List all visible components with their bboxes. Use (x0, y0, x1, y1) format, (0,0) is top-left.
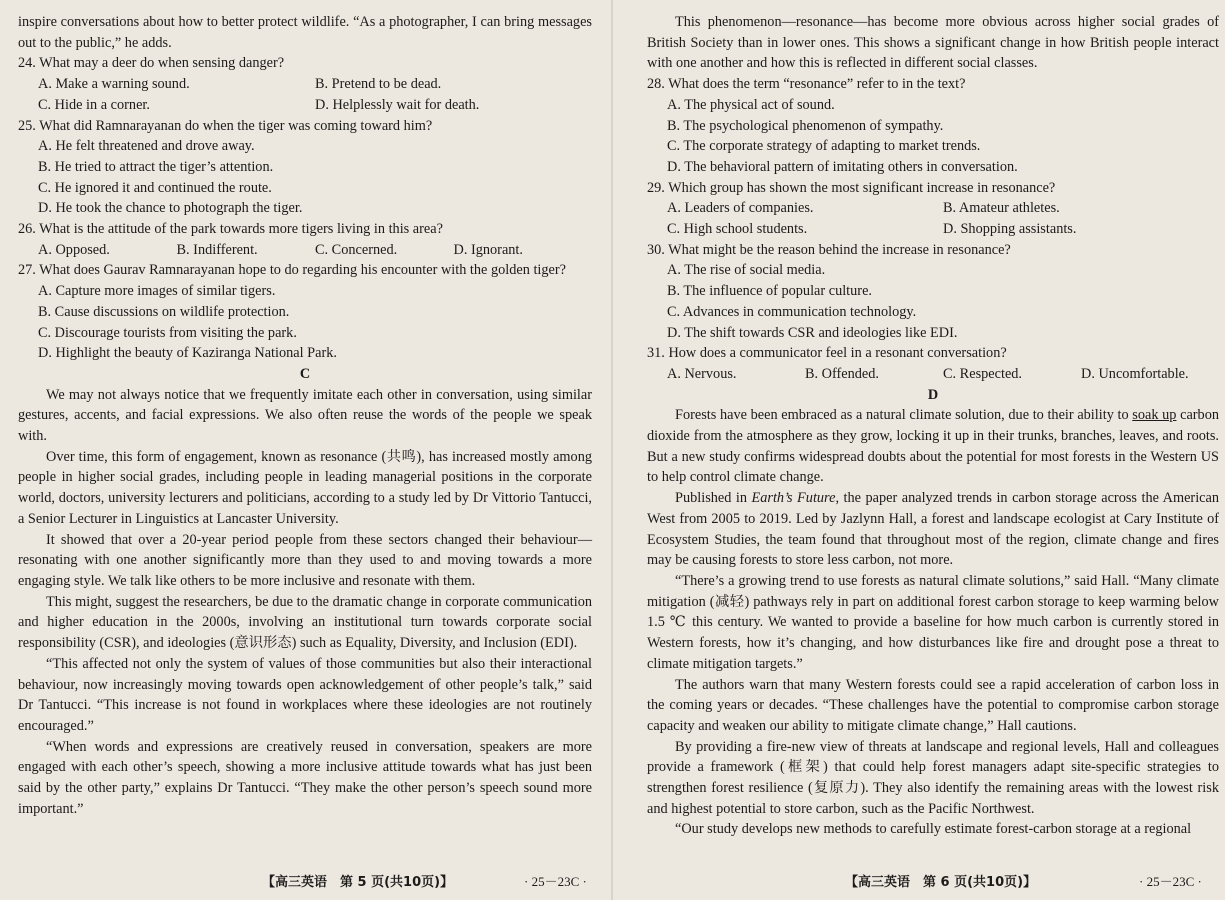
text-run: , the paper analyzed trends in carbon storage across the American West from 2005 to 2019. Led by Jazlynn Hall, a forest and landscape ecologist at Cary Institute of Ecosystem Studies, the team found that throughout most of the region, climate change and fires may be causing forests to store less carbon, not more. (647, 490, 1220, 569)
answer-option: D. Shopping assistants. (943, 221, 1077, 238)
text-run: Forests have been embraced as a natural climate solution, due to their ability to (675, 407, 1133, 424)
answer-option: A. The physical act of sound. (667, 96, 835, 113)
answer-option: D. He took the chance to photograph the tiger. (38, 200, 303, 217)
paragraph: The authors warn that many Western forests could see a rapid acceleration of carbon loss in the coming years or decades. “These challenges have the potential to compromise carbon storage capacity and weaken our ability to mitigate climate change,” Hall cautions. (647, 676, 1219, 734)
answer-option: C. He ignored it and continued the route. (38, 179, 272, 196)
question-stem: 27. What does Gaurav Ramnarayanan hope to do regarding his encounter with the golden tiger? (18, 262, 567, 279)
answer-option: A. Make a warning sound. (38, 76, 190, 93)
answer-option: B. Amateur athletes. (943, 200, 1060, 217)
question-stem: 26. What is the attitude of the park towards more tigers living in this area? (18, 221, 443, 238)
paragraph: Over time, this form of engagement, known as resonance (共鸣), has increased mostly among people in higher social grades, including people in leading managerial positions in the corporate world, doctors, university lecturers and politicians, according to a study led by Dr Vittorio Tantucci, a Senior Lecturer in Linguistics at Lancaster University. (18, 448, 592, 527)
question-stem: 28. What does the term “resonance” refer to in the text? (647, 76, 966, 93)
passage-b-closing: inspire conversations about how to better protect wildlife. “As a photographer, I can bring messages out to the public,” he adds. (18, 14, 592, 51)
question-stem: 30. What might be the reason behind the increase in resonance? (647, 241, 1011, 258)
answer-option: A. Nervous. (667, 365, 737, 382)
paragraph: “Our study develops new methods to carefully estimate forest-carbon storage at a regional (675, 821, 1192, 838)
answer-option: C. Hide in a corner. (38, 96, 150, 113)
answer-option: D. Highlight the beauty of Kaziranga National Park. (38, 345, 337, 362)
passage-c-closing: This phenomenon—resonance—has become more obvious across higher social grades of British Society than in lower ones. This shows a significant change in how British people interact with one another and how this is reflected in different social classes. (647, 14, 1219, 72)
answer-option: B. He tried to attract the tiger’s attention. (38, 158, 274, 175)
answer-option: C. Respected. (943, 365, 1023, 382)
answer-option: C. Concerned. (315, 241, 398, 258)
answer-option: B. Indifferent. (176, 241, 258, 258)
footer-code: · 25－23C · (1139, 874, 1202, 889)
section-heading-d: D (927, 386, 939, 403)
answer-options (647, 95, 1219, 178)
answer-options (647, 260, 1219, 343)
question-stem: 24. What may a deer do when sensing danger? (18, 55, 285, 72)
section-heading-c: C (299, 365, 311, 382)
answer-option: D. Ignorant. (453, 241, 523, 258)
page-5-content (18, 12, 592, 819)
answer-options (647, 198, 1219, 239)
footer-title: 【高三英语 第 6 页(共10页)】 (845, 875, 1037, 890)
answer-option: C. Discourage tourists from visiting the park. (38, 324, 297, 341)
answer-option: C. Advances in communication technology. (667, 303, 917, 320)
underlined-phrase: soak up (1132, 407, 1177, 424)
paragraph: “When words and expressions are creatively reused in conversation, speakers are more engaged with each other’s speech, showing a more inclusive attitude towards what has just been said by the other party,” explains Dr Tantucci. “They make the other person’s speech sound more important.” (18, 738, 592, 817)
answer-option: D. Helplessly wait for death. (315, 96, 480, 113)
page-6-content (647, 12, 1219, 840)
question-list-28-31 (647, 74, 1219, 385)
passage-d-paragraph-1 (647, 405, 1219, 488)
passage-d-paragraph-2 (647, 488, 1219, 571)
answer-option: B. Pretend to be dead. (315, 76, 442, 93)
answer-option: C. The corporate strategy of adapting to market trends. (667, 138, 981, 155)
answer-option: B. Cause discussions on wildlife protection. (38, 303, 290, 320)
question-stem: 25. What did Ramnarayanan do when the tiger was coming toward him? (18, 117, 433, 134)
answer-option: B. The psychological phenomenon of sympathy. (667, 117, 944, 134)
paragraph: “There’s a growing trend to use forests as natural climate solutions,” said Hall. “Many climate mitigation (减轻) pathways rely in part on additional forest carbon storage to keep warming below 1.5 ℃ this century. We wanted to provide a baseline for how much carbon is currently stored in Western forests, how it’s changing, and how disturbances like fire and drought pose a threat to climate mitigation targets.” (647, 572, 1219, 672)
answer-option: A. Leaders of companies. (667, 200, 814, 217)
answer-option: D. The shift towards CSR and ideologies like EDI. (667, 324, 958, 341)
answer-options (18, 136, 592, 219)
text-run: carbon dioxide from the atmosphere as they grow, locking it up in their trunks, branches, leaves, and roots. But a new study confirms widespread doubts about the potential for most forests in the Western US to help control climate change. (647, 407, 1220, 486)
passage-c (18, 385, 592, 820)
question-stem: 29. Which group has shown the most significant increase in resonance? (647, 179, 1056, 196)
answer-options (647, 364, 1219, 385)
page-5 (0, 0, 612, 900)
answer-option: A. The rise of social media. (667, 262, 826, 279)
answer-option: B. Offended. (805, 365, 879, 382)
paragraph: It showed that over a 20-year period people from these sectors changed their behaviour—resonating with one another significantly more than they used to and moving towards a more engaging style. We talk like others to be more inclusive and resonate with them. (18, 531, 592, 589)
paragraph: “This affected not only the system of values of those communities but also their interactional behaviour, now increasingly moving towards open acknowledgement of other people’s talk,” said Dr Tantucci. “This increase is not found in workplaces where these ideologies are not routinely encouraged.” (18, 655, 592, 734)
footer-code: · 25－23C · (524, 874, 587, 889)
answer-options (18, 281, 592, 364)
paragraph: This might, suggest the researchers, be due to the dramatic change in corporate communication and higher education in the 2000s, involving an institutional turn towards corporate social responsibility (CSR), and ideologies (意识形态) such as Equality, Diversity, and Inclusion (EDI). (18, 593, 592, 652)
answer-options (18, 240, 592, 261)
question-list-24-27 (18, 53, 592, 364)
footer-title: 【高三英语 第 5 页(共10页)】 (262, 875, 454, 890)
answer-option: C. High school students. (667, 221, 808, 238)
text-run: Published in (675, 490, 752, 507)
page-6 (613, 0, 1225, 900)
answer-option: A. He felt threatened and drove away. (38, 138, 255, 155)
answer-option: A. Opposed. (38, 241, 110, 258)
paragraph: By providing a fire-new view of threats at landscape and regional levels, Hall and colleagues provide a framework (框架) that could help forest managers adapt site-specific strategies to strengthen forest resilience (复原力). They also identify the remaining areas with the lowest risk and highest potential to store carbon, such as the Pacific Northwest. (647, 738, 1219, 817)
answer-option: A. Capture more images of similar tigers. (38, 283, 276, 300)
question-stem: 31. How does a communicator feel in a resonant conversation? (647, 345, 1007, 362)
journal-title: Earth’s Future (751, 490, 836, 507)
paragraph: We may not always notice that we frequently imitate each other in conversation, using similar gestures, accents, and facial expressions. We also often reuse the words of the people we speak with. (18, 386, 592, 445)
answer-option: B. The influence of popular culture. (667, 283, 872, 300)
answer-option: D. Uncomfortable. (1081, 365, 1189, 382)
answer-options (18, 74, 592, 115)
answer-option: D. The behavioral pattern of imitating others in conversation. (667, 158, 1018, 175)
passage-d (647, 571, 1219, 840)
